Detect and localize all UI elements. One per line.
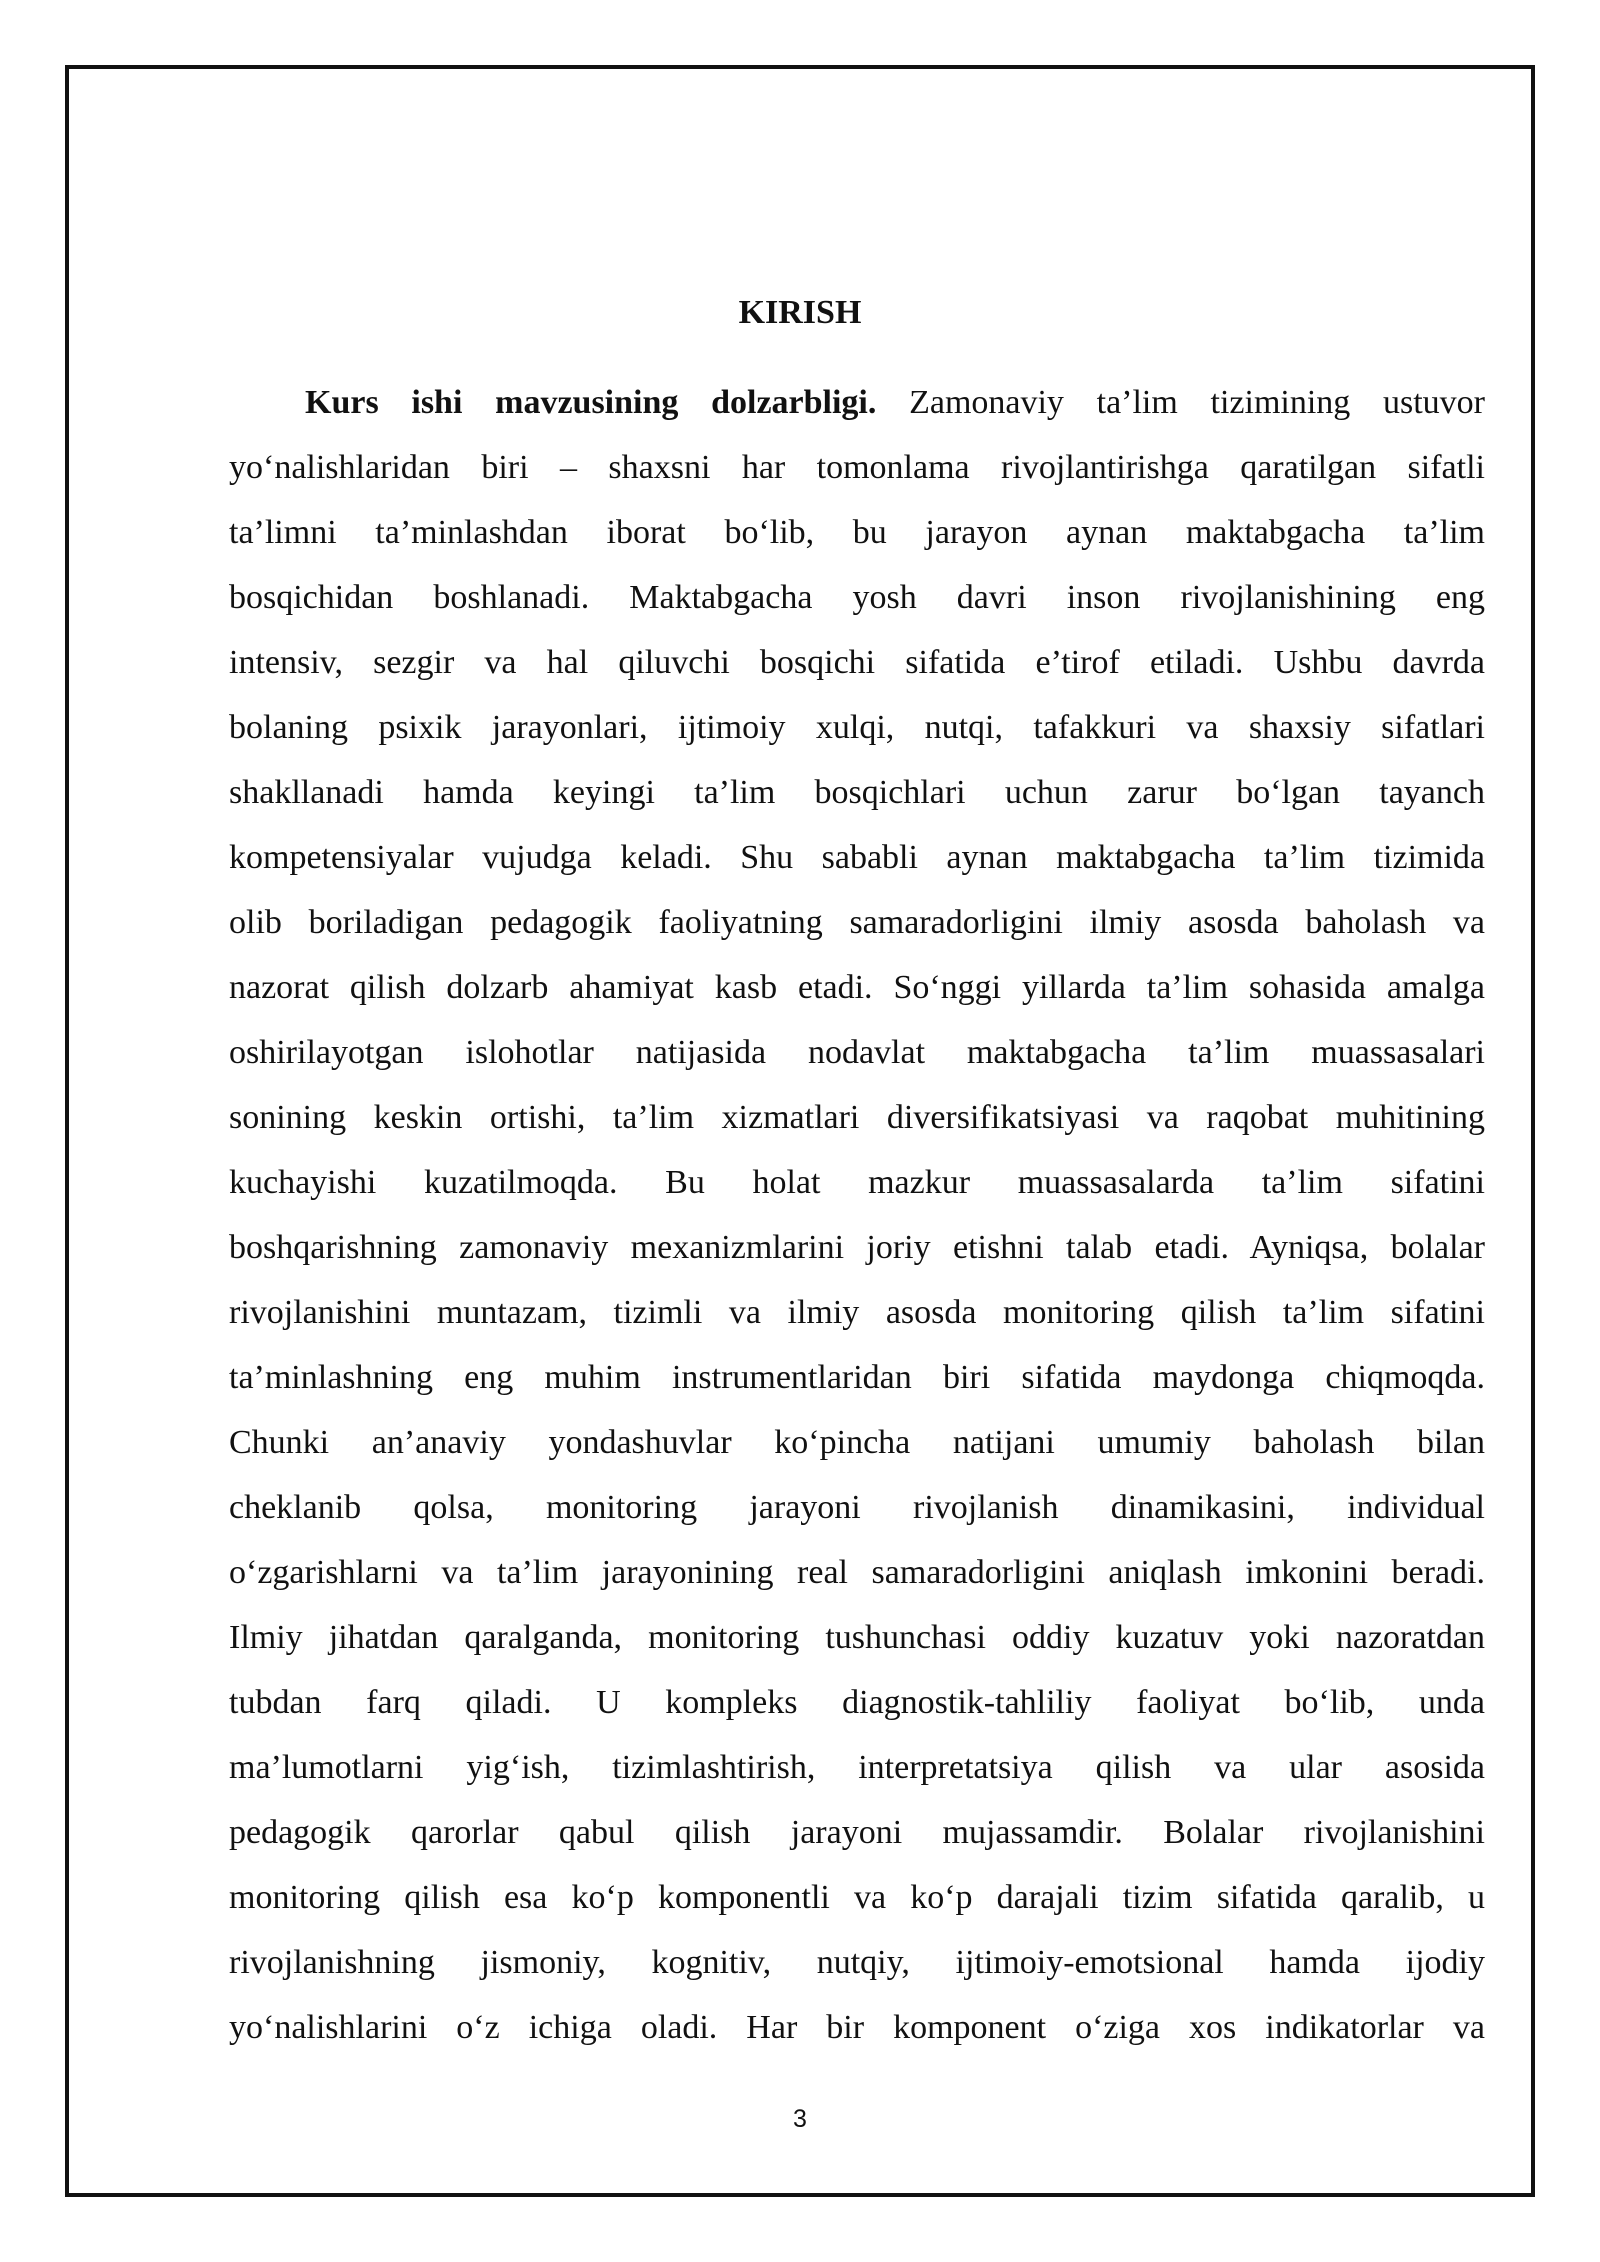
paragraph-line: ma’lumotlarni yig‘ish, tizimlashtirish, interpretatsiya qilish va ular asosida	[229, 1749, 1485, 1786]
paragraph-line: pedagogik qarorlar qabul qilish jarayoni mujassamdir. Bolalar rivojlanishini	[229, 1814, 1485, 1851]
paragraph-line: rivojlanishini muntazam, tizimli va ilmiy asosda monitoring qilish ta’lim sifatini	[229, 1294, 1485, 1331]
body-paragraph	[229, 370, 1485, 2060]
paragraph-line: rivojlanishning jismoniy, kognitiv, nutqiy, ijtimoiy-emotsional hamda ijodiy	[229, 1944, 1485, 1981]
paragraph-line: intensiv, sezgir va hal qiluvchi bosqichi sifatida e’tirof etiladi. Ushbu davrda	[229, 644, 1485, 681]
paragraph-line: kompetensiyalar vujudga keladi. Shu sababli aynan maktabgacha ta’lim tizimida	[229, 839, 1485, 876]
paragraph-line: ta’limni ta’minlashdan iborat bo‘lib, bu jarayon aynan maktabgacha ta’lim	[229, 514, 1485, 551]
paragraph-line: Ilmiy jihatdan qaralganda, monitoring tushunchasi oddiy kuzatuv yoki nazoratdan	[229, 1619, 1485, 1656]
paragraph-line: o‘zgarishlarni va ta’lim jarayonining real samaradorligini aniqlash imkonini beradi.	[229, 1554, 1485, 1591]
paragraph-first-line-text: Zamonaviy ta’lim tizimining ustuvor	[909, 384, 1485, 421]
paragraph-line: yo‘nalishlaridan biri – shaxsni har tomonlama rivojlantirishga qaratilgan sifatli	[229, 449, 1485, 486]
paragraph-line: yo‘nalishlarini o‘z ichiga oladi. Har bir komponent o‘ziga xos indikatorlar va	[229, 2009, 1485, 2046]
paragraph-line: shakllanadi hamda keyingi ta’lim bosqichlari uchun zarur bo‘lgan tayanch	[229, 774, 1485, 811]
paragraph-line: tubdan farq qiladi. U kompleks diagnostik-tahliliy faoliyat bo‘lib, unda	[229, 1684, 1485, 1721]
paragraph-lead: Kurs ishi mavzusining dolzarbligi.	[305, 384, 877, 421]
paragraph-line: monitoring qilish esa ko‘p komponentli va ko‘p darajali tizim sifatida qaralib, u	[229, 1879, 1485, 1916]
paragraph-line: bolaning psixik jarayonlari, ijtimoiy xulqi, nutqi, tafakkuri va shaxsiy sifatlari	[229, 709, 1485, 746]
page-number: 3	[793, 2105, 807, 2133]
paragraph-line: ta’minlashning eng muhim instrumentlaridan biri sifatida maydonga chiqmoqda.	[229, 1359, 1485, 1396]
paragraph-line: olib boriladigan pedagogik faoliyatning samaradorligini ilmiy asosda baholash va	[229, 904, 1485, 941]
paragraph-first-line	[229, 370, 1485, 435]
paragraph-line: cheklanib qolsa, monitoring jarayoni rivojlanish dinamikasini, individual	[229, 1489, 1485, 1526]
paragraph-line: kuchayishi kuzatilmoqda. Bu holat mazkur muassasalarda ta’lim sifatini	[229, 1164, 1485, 1201]
paragraph-line: bosqichidan boshlanadi. Maktabgacha yosh davri inson rivojlanishining eng	[229, 579, 1485, 616]
paragraph-line: sonining keskin ortishi, ta’lim xizmatlari diversifikatsiyasi va raqobat muhitining	[229, 1099, 1485, 1136]
section-title: KIRISH	[738, 294, 862, 331]
paragraph-line: boshqarishning zamonaviy mexanizmlarini joriy etishni talab etadi. Ayniqsa, bolalar	[229, 1229, 1485, 1266]
paragraph-line: Chunki an’anaviy yondashuvlar ko‘pincha natijani umumiy baholash bilan	[229, 1424, 1485, 1461]
paragraph-line: oshirilayotgan islohotlar natijasida nodavlat maktabgacha ta’lim muassasalari	[229, 1034, 1485, 1071]
paragraph-line: nazorat qilish dolzarb ahamiyat kasb etadi. So‘nggi yillarda ta’lim sohasida amalga	[229, 969, 1485, 1006]
